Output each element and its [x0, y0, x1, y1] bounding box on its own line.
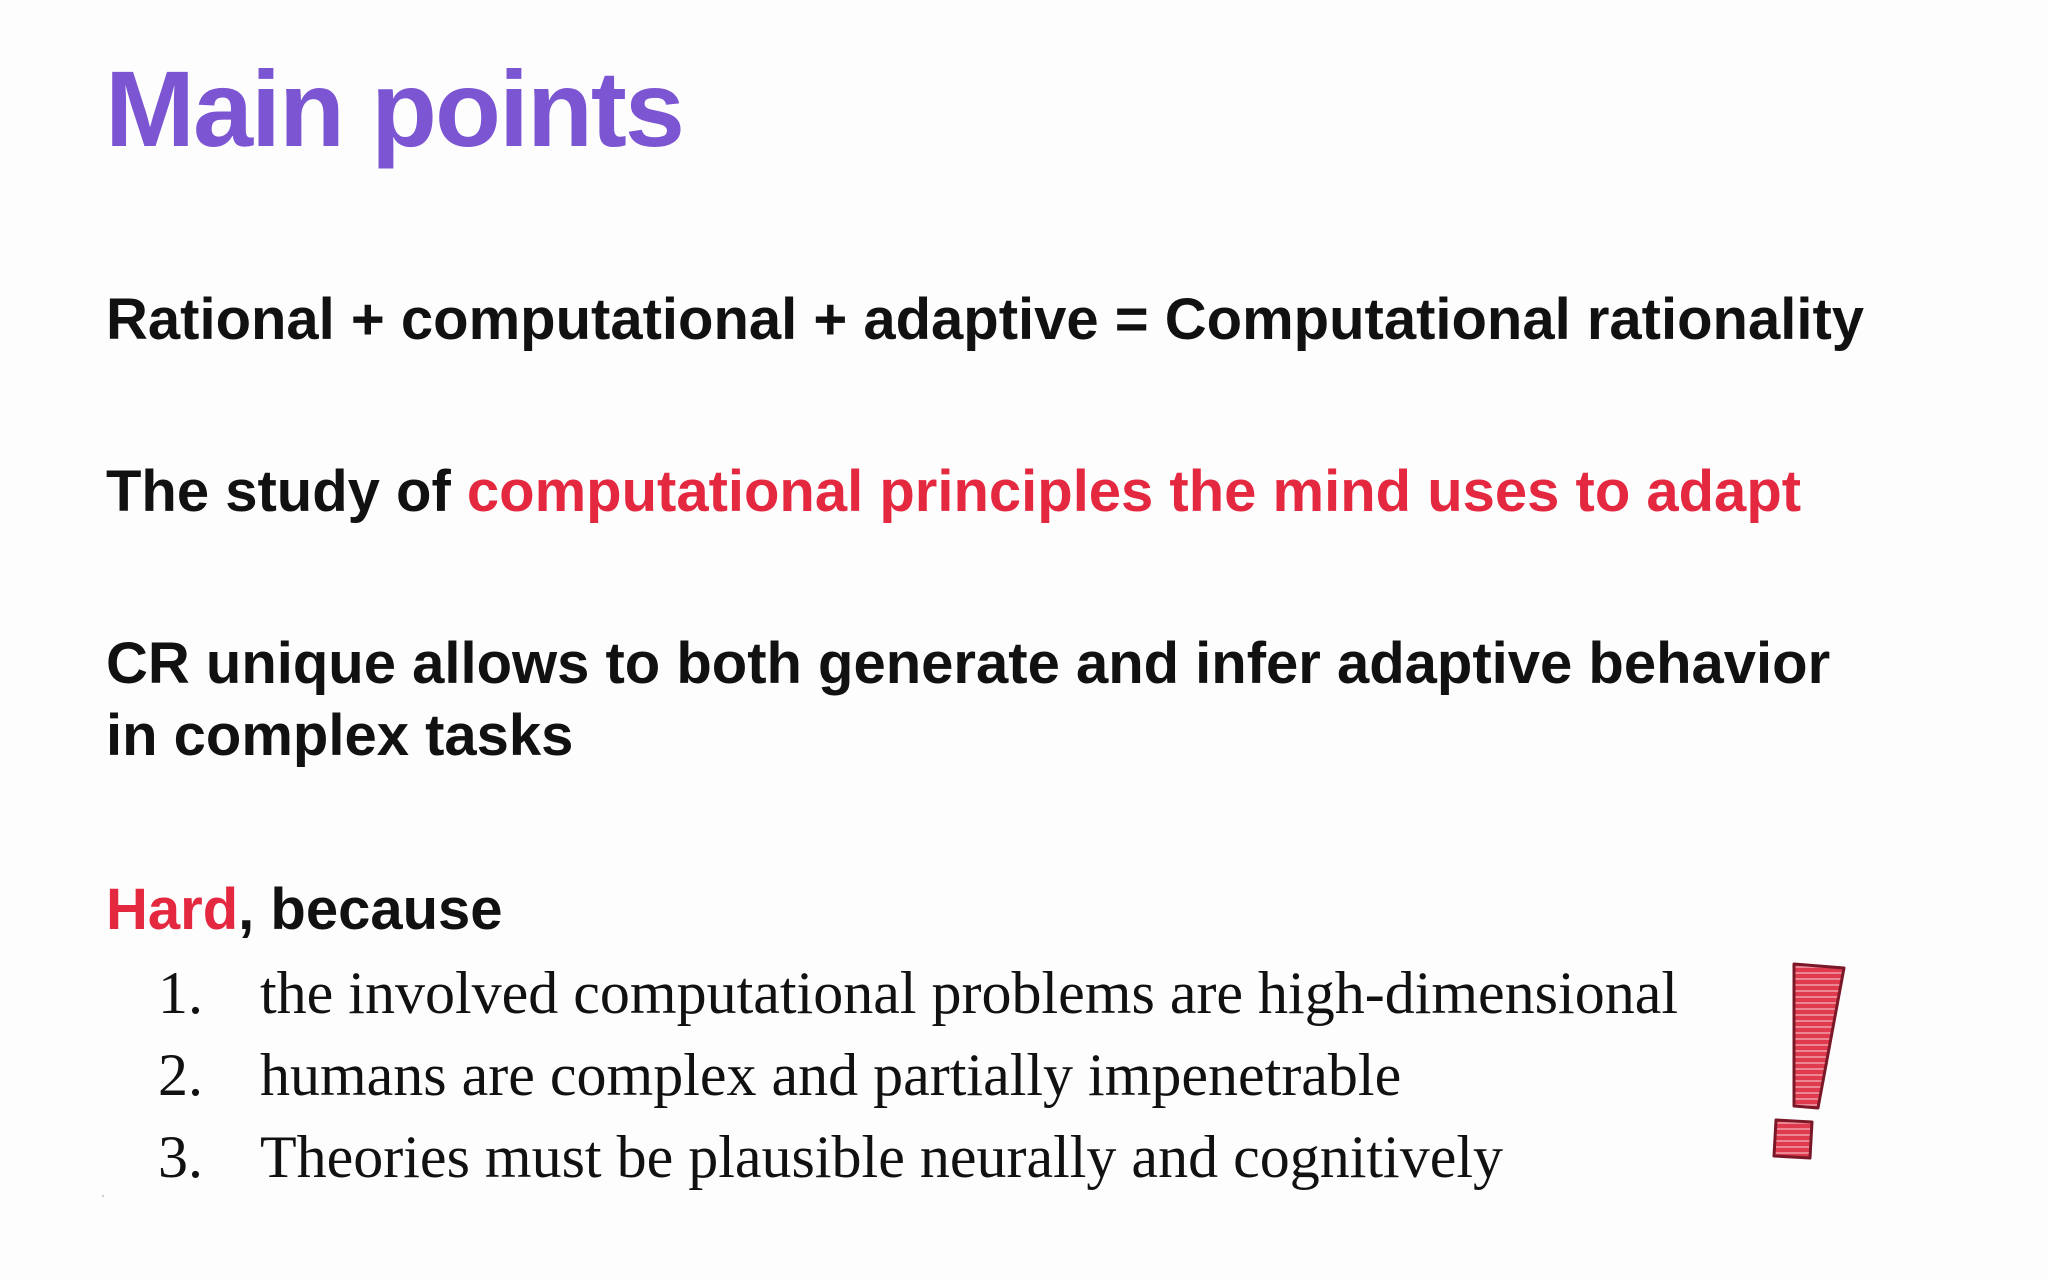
hard-because-heading: [106, 874, 503, 946]
list-item-text: the involved computational problems are high-dimensional: [260, 960, 1678, 1026]
exclamation-mark-icon: [1768, 960, 1848, 1166]
hard-word: Hard: [106, 877, 239, 942]
rationality-equation: Rational + computational + adaptive = Computational rationality: [106, 287, 1865, 352]
because-text: , because: [238, 877, 503, 942]
list-item-number: 1.: [158, 960, 203, 1026]
study-highlight: computational principles the mind uses to adapt: [466, 459, 1802, 524]
cr-unique-line-2: in complex tasks: [106, 703, 574, 768]
stray-dot: [102, 1195, 104, 1197]
list-item-number: 2.: [158, 1042, 203, 1108]
list-item-text: humans are complex and partially impenetrable: [260, 1042, 1402, 1108]
study-definition: [106, 456, 1801, 528]
cr-unique-line-1: CR unique allows to both generate and infer adaptive behavior: [106, 631, 1831, 696]
slide-title: Main points: [105, 48, 683, 169]
list-item-text: Theories must be plausible neurally and cognitively: [260, 1124, 1504, 1190]
list-item-number: 3.: [158, 1124, 203, 1190]
cr-unique-statement: [106, 628, 1830, 772]
study-prefix: The study of: [106, 459, 467, 524]
